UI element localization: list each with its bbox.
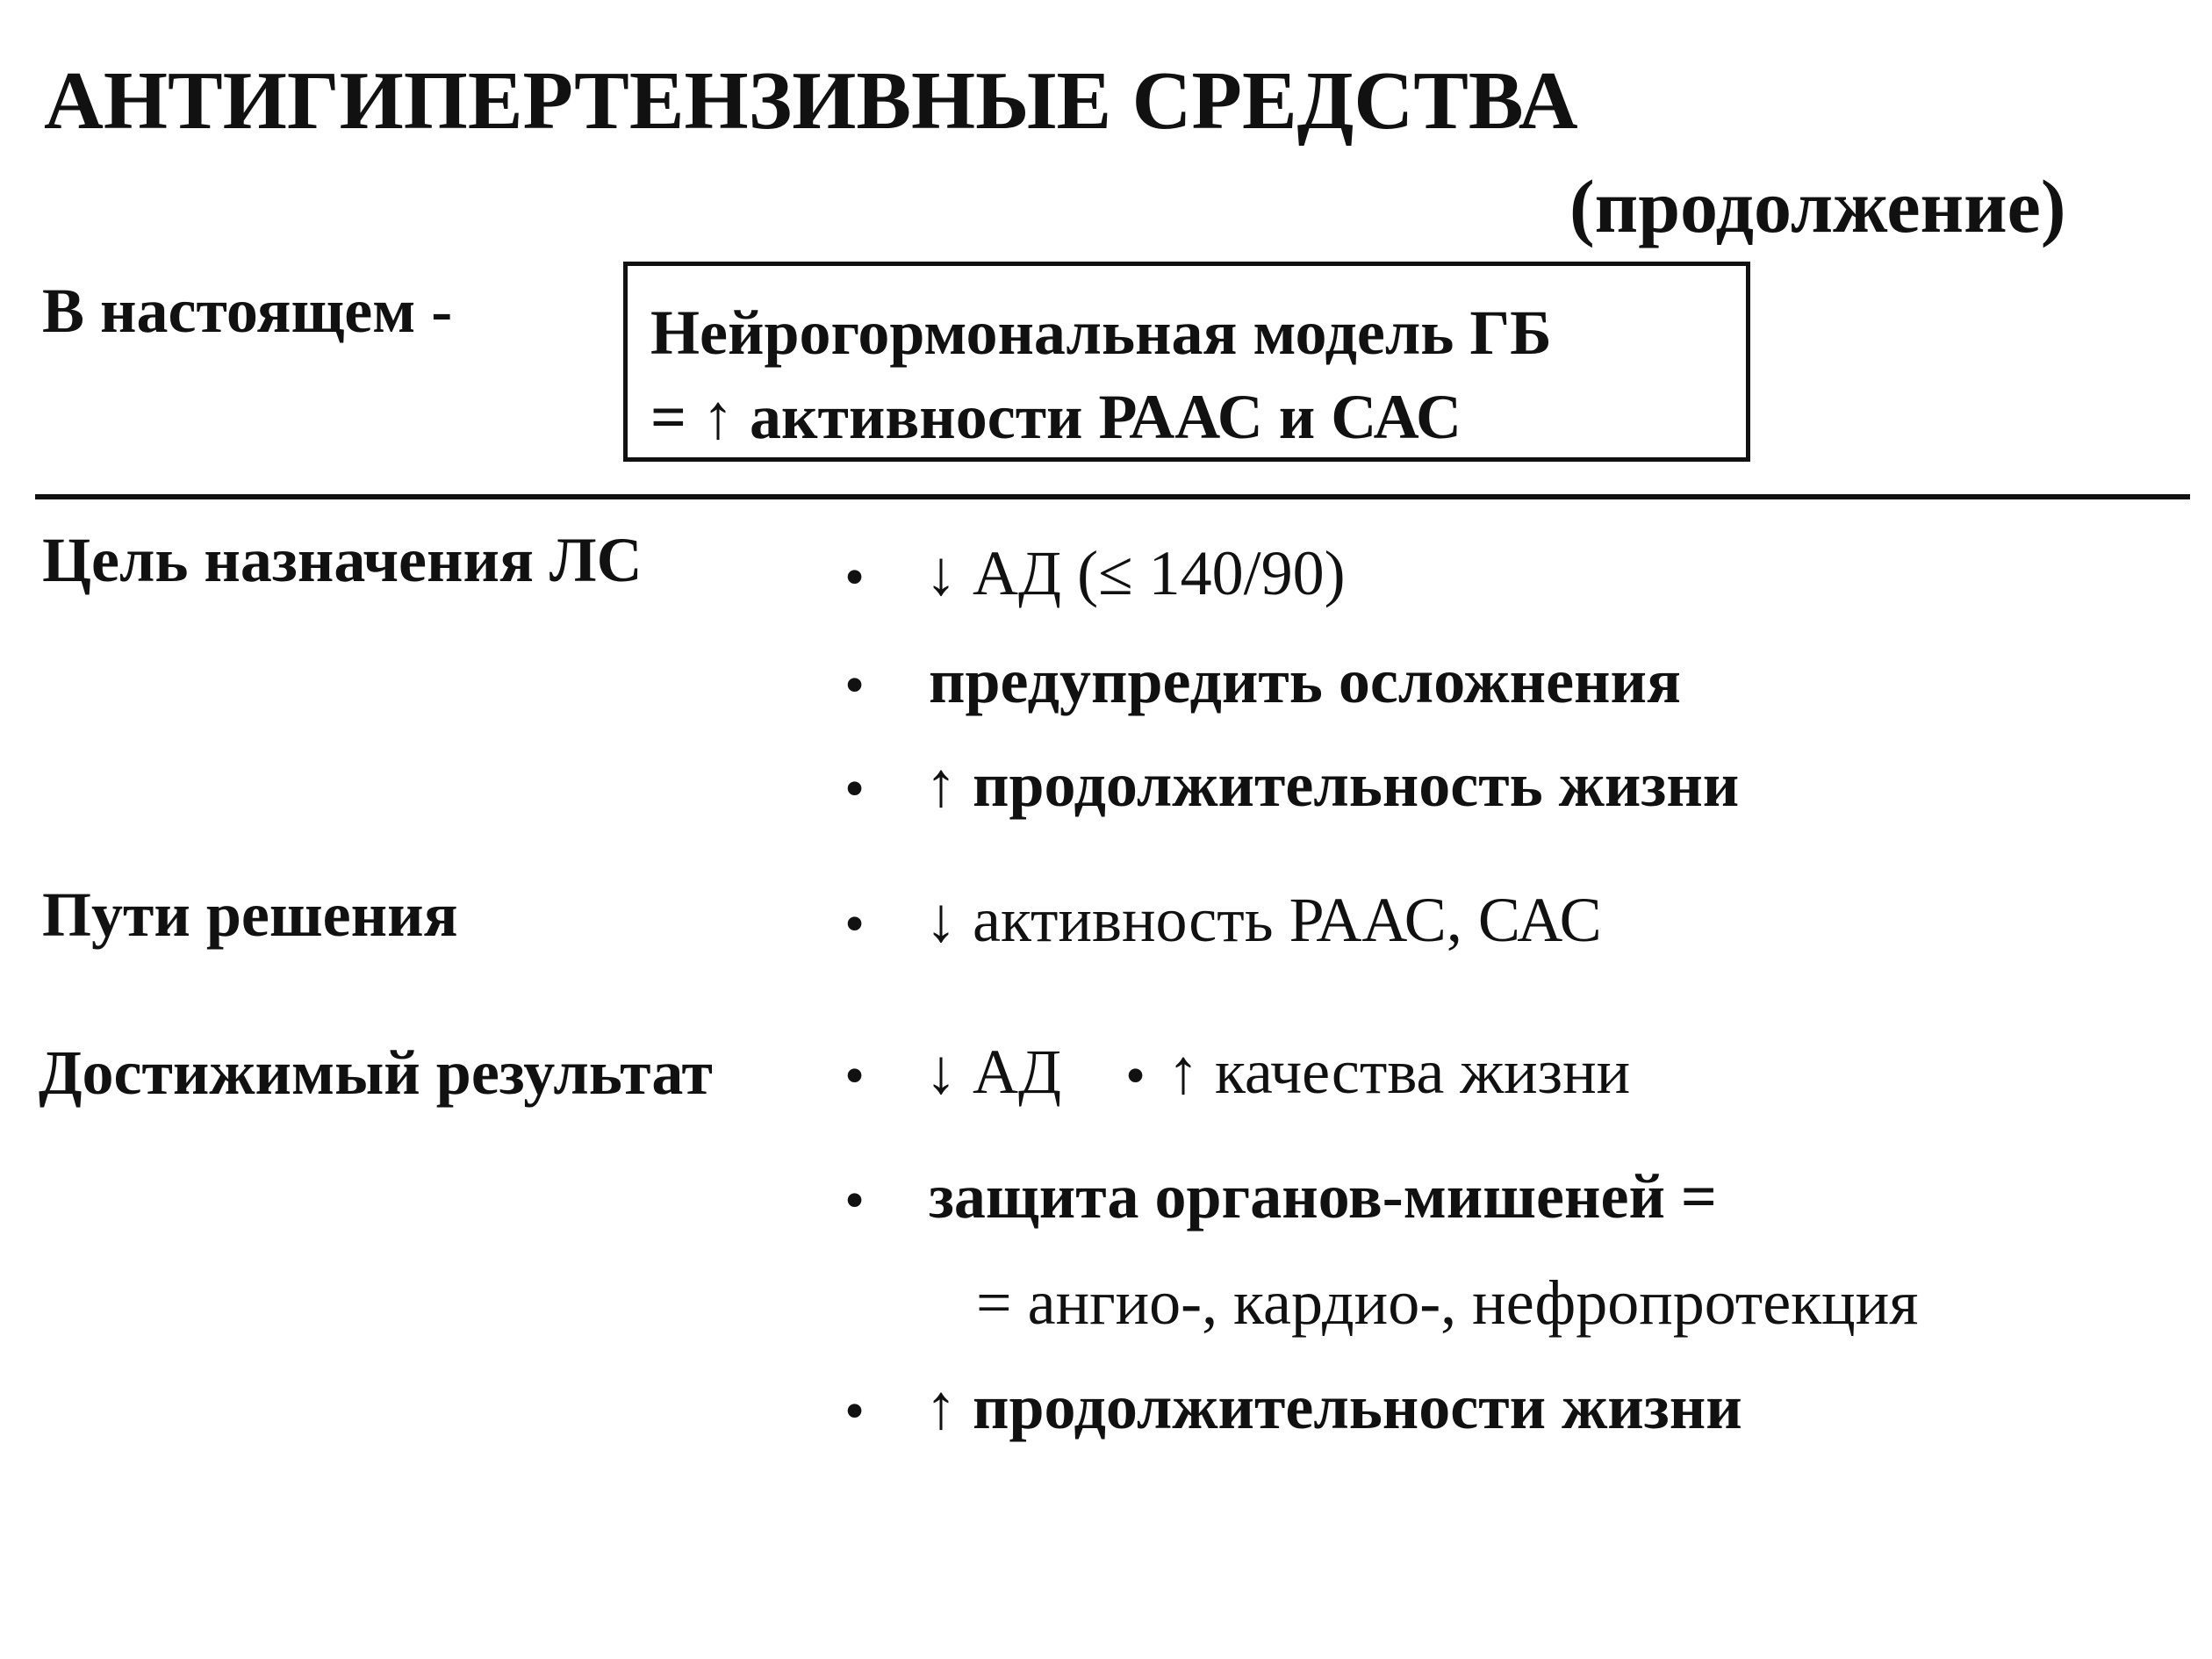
result-item-2-continuation: = ангио-, кардио-, нефропротекция <box>976 1268 1919 1338</box>
ways-bullet-1: • <box>844 892 865 956</box>
goal-bullet-1: • <box>844 545 865 609</box>
ways-item-1: ↓ активность РААС, САС <box>925 885 1602 955</box>
goal-bullet-2: • <box>844 653 865 717</box>
result-bullet-2: • <box>844 1168 865 1232</box>
result-item-1b: ↑ качества жизни <box>1167 1037 1631 1107</box>
slide-subtitle: (продолжение) <box>1569 164 2066 248</box>
goal-bullet-3: • <box>844 757 865 821</box>
result-bullet-3: • <box>844 1379 865 1443</box>
result-item-2: защита органов-мишеней = <box>929 1161 1717 1232</box>
current-label: В настоящем - <box>42 276 453 346</box>
goal-item-1: ↓ АД (≤ 140/90) <box>925 538 1346 608</box>
model-box <box>623 262 1750 462</box>
ways-label: Пути решения <box>42 880 458 950</box>
result-item-3: ↑ продолжительности жизни <box>925 1372 1742 1442</box>
goal-label: Цель назначения ЛС <box>42 525 643 595</box>
section-divider <box>35 494 2190 499</box>
result-label: Достижимый результат <box>39 1038 713 1108</box>
goal-item-3: ↑ продолжительность жизни <box>925 750 1740 820</box>
model-box-line-1: Нейрогормональная модель ГБ <box>650 298 1552 368</box>
result-bullet-1: • <box>844 1044 865 1108</box>
goal-item-2: предупредить осложнения <box>929 646 1681 716</box>
result-bullet-1b: • <box>1125 1044 1146 1108</box>
model-box-line-2: = ↑ активности РААС и САС <box>650 382 1462 452</box>
result-item-1a: ↓ АД <box>925 1037 1062 1107</box>
slide-title: АНТИГИПЕРТЕНЗИВНЫЕ СРЕДСТВА <box>44 55 1578 147</box>
